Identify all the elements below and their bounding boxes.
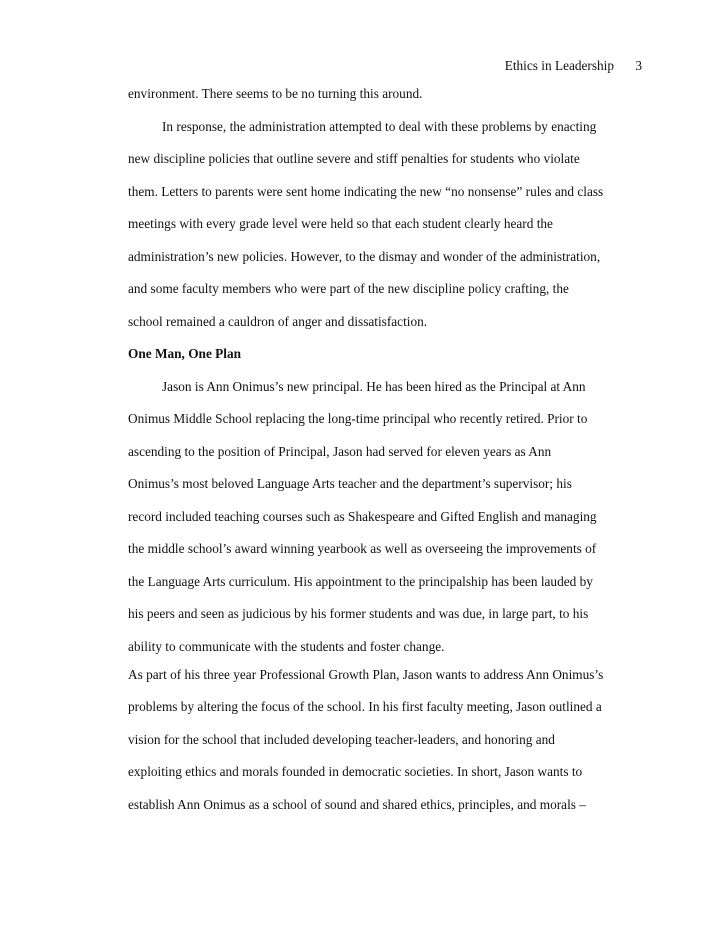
- section-heading: One Man, One Plan: [128, 346, 242, 361]
- text-line: meetings with every grade level were held so that each student clearly heard the: [128, 216, 553, 231]
- text-line: the middle school’s award winning yearbook as well as overseeing the improvements of: [128, 541, 597, 556]
- text-line: them. Letters to parents were sent home indicating the new “no nonsense” rules and class: [128, 183, 604, 199]
- running-title: Ethics in Leadership: [504, 58, 615, 73]
- text-line: Onimus Middle School replacing the long-time principal who recently retired. Prior to: [128, 411, 588, 426]
- running-head: [505, 58, 642, 74]
- text-line: Jason is Ann Onimus’s new principal. He has been hired as the Principal at Ann: [162, 378, 586, 394]
- body-text: [128, 84, 648, 815]
- text-line: exploiting ethics and morals founded in democratic societies. In short, Jason wants to: [128, 764, 583, 779]
- text-line: school remained a cauldron of anger and dissatisfaction.: [128, 313, 428, 329]
- text-line: new discipline policies that outline severe and stiff penalties for students who violate: [128, 151, 580, 166]
- text-line: his peers and seen as judicious by his former students and was due, in large part, to his: [128, 606, 589, 621]
- page-number: 3: [635, 58, 642, 73]
- text-line: the Language Arts curriculum. His appointment to the principalship has been lauded by: [128, 573, 593, 589]
- text-line: problems by altering the focus of the school. In his first faculty meeting, Jason outlined a: [128, 699, 602, 714]
- text-line: ascending to the position of Principal, Jason had served for eleven years as Ann: [128, 443, 552, 459]
- text-line: administration’s new policies. However, to the dismay and wonder of the administration,: [128, 248, 601, 264]
- text-line: record included teaching courses such as Shakespeare and Gifted English and managing: [128, 508, 597, 524]
- text-line: ability to communicate with the students and foster change.: [128, 638, 445, 654]
- text-line: environment. There seems to be no turning this around.: [128, 86, 423, 101]
- text-line: establish Ann Onimus as a school of sound and shared ethics, principles, and morals –: [128, 796, 586, 812]
- text-line: As part of his three year Professional Growth Plan, Jason wants to address Ann Onimus’s: [128, 666, 604, 682]
- text-line: Onimus’s most beloved Language Arts teacher and the department’s supervisor; his: [128, 476, 572, 491]
- text-line: vision for the school that included developing teacher-leaders, and honoring and: [128, 731, 555, 747]
- text-line: In response, the administration attempted to deal with these problems by enacting: [162, 118, 597, 134]
- text-line: and some faculty members who were part of the new discipline policy crafting, the: [128, 281, 569, 296]
